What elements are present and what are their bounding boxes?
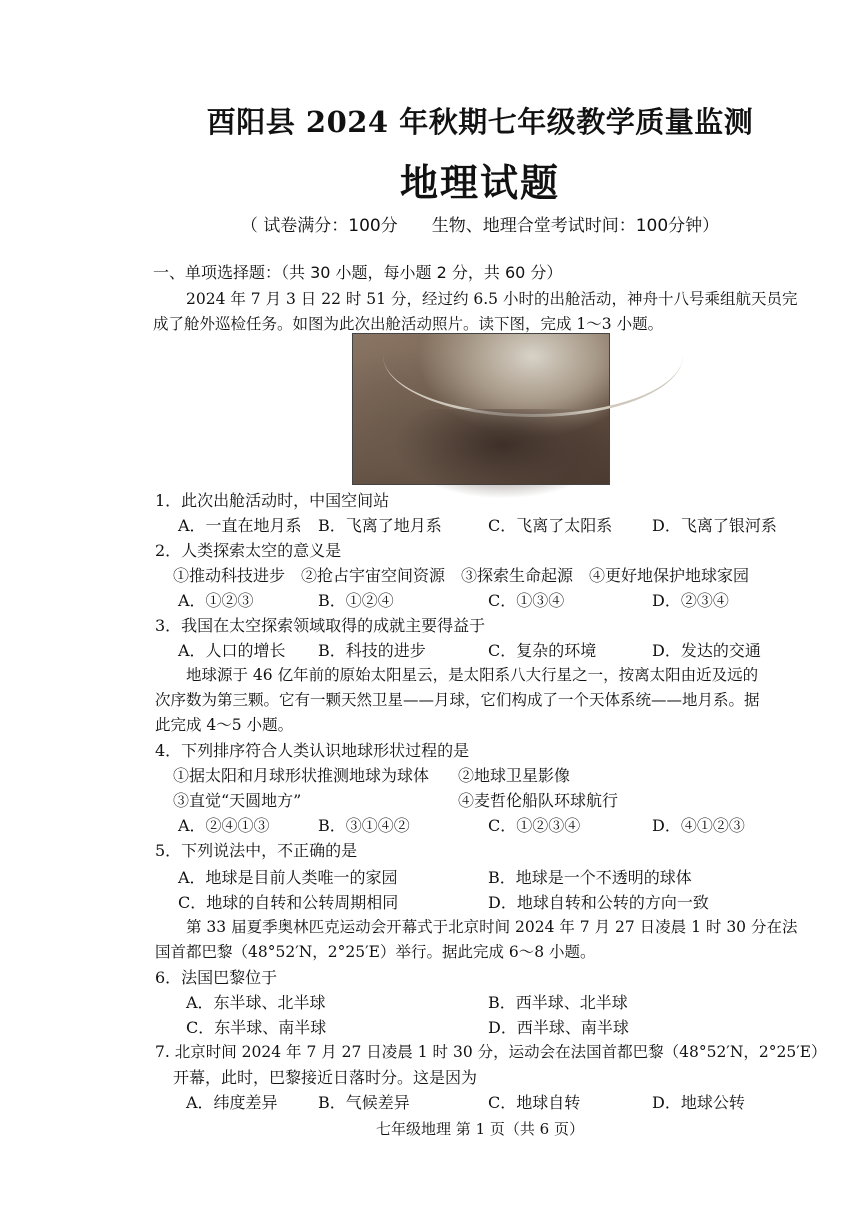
question-4-item-1: ①据太阳和月球形状推测地球为球体 xyxy=(173,766,430,785)
intro-2-line-2: 次序数为第三颗。它有一颗天然卫星——月球，它们构成了一个天体系统——地月系。据 xyxy=(155,691,760,709)
question-6-option-a: A．东半球、北半球 xyxy=(186,993,326,1012)
question-5-option-a: A．地球是目前人类唯一的家园 xyxy=(178,868,398,887)
question-3-option-a: A．人口的增长 xyxy=(178,641,286,660)
page-footer: 七年级地理 第 1 页（共 6 页） xyxy=(376,1120,584,1138)
question-2-stem: 2．人类探索太空的意义是 xyxy=(155,541,342,560)
question-2-option-a: A．①②③ xyxy=(178,591,254,610)
question-7-stem-line-2: 开幕，此时，巴黎接近日落时分。这是因为 xyxy=(173,1068,478,1087)
question-2-option-d: D．②③④ xyxy=(652,591,729,610)
question-2-option-c: C．①③④ xyxy=(488,591,565,610)
question-4-item-3: ③直觉“天圆地方” xyxy=(173,791,302,810)
spacewalk-photo xyxy=(352,333,610,485)
intro-2-line-1: 地球源于 46 亿年前的原始太阳星云，是太阳系八大行星之一，按离太阳由近及远的 xyxy=(186,666,759,684)
question-4-stem: 4．下列排序符合人类认识地球形状过程的是 xyxy=(155,741,470,760)
question-2-items: ①推动科技进步 ②抢占宇宙空间资源 ③探索生命起源 ④更好地保护地球家园 xyxy=(173,566,750,585)
question-3-option-b: B．科技的进步 xyxy=(318,641,426,660)
intro-2-line-3: 此完成 4～5 小题。 xyxy=(155,716,294,734)
subject-title: 地理试题 xyxy=(399,160,560,205)
earth-horizon xyxy=(383,294,683,417)
question-6-option-b: B．西半球、北半球 xyxy=(488,993,628,1012)
question-7-stem-line-1: 7. 北京时间 2024 年 7 月 27 日凌晨 1 时 30 分，运动会在法国首都巴黎（48°52′N，2°25′E） xyxy=(155,1043,827,1061)
question-2-option-b: B．①②④ xyxy=(318,591,394,610)
question-3-stem: 3．我国在太空探索领域取得的成就主要得益于 xyxy=(155,616,486,635)
photo-shadow xyxy=(393,409,613,499)
intro-1-line-1: 2024 年 7 月 3 日 22 时 51 分，经过约 6.5 小时的出舱活动，神舟十八号乘组航天员完 xyxy=(186,290,798,308)
question-1-option-b: B．飞离了地月系 xyxy=(318,516,442,535)
question-4-option-a: A．②④①③ xyxy=(178,816,270,835)
question-1-option-a: A．一直在地月系 xyxy=(178,516,302,535)
intro-1-line-2: 成了舱外巡检任务。如图为此次出舱活动照片。读下图，完成 1～3 小题。 xyxy=(153,315,664,333)
question-1-option-c: C．飞离了太阳系 xyxy=(488,516,613,535)
intro-3-line-2: 国首都巴黎（48°52′N，2°25′E）举行。据此完成 6～8 小题。 xyxy=(155,943,596,961)
exam-info: （ 试卷满分：100分 生物、地理合堂考试时间：100分钟） xyxy=(240,216,720,236)
question-4-item-2: ②地球卫星影像 xyxy=(458,766,571,785)
question-3-option-c: C．复杂的环境 xyxy=(488,641,597,660)
question-5-option-c: C．地球的自转和公转周期相同 xyxy=(178,893,399,912)
question-4-option-c: C．①②③④ xyxy=(488,816,581,835)
question-5-stem: 5．下列说法中，不正确的是 xyxy=(155,841,358,860)
section-heading: 一、单项选择题：（共 30 小题，每小题 2 分，共 60 分） xyxy=(153,263,563,282)
intro-3-line-1: 第 33 届夏季奥林匹克运动会开幕式于北京时间 2024 年 7 月 27 日凌晨 1 时 30 分在法 xyxy=(186,918,798,936)
question-7-option-a: A．纬度差异 xyxy=(186,1093,278,1112)
question-6-stem: 6．法国巴黎位于 xyxy=(155,968,278,987)
question-6-option-c: C．东半球、南半球 xyxy=(186,1018,327,1037)
question-7-option-b: B．气候差异 xyxy=(318,1093,410,1112)
question-4-option-b: B．③①④② xyxy=(318,816,410,835)
question-7-option-c: C．地球自转 xyxy=(488,1093,581,1112)
question-7-option-d: D．地球公转 xyxy=(652,1093,745,1112)
question-1-option-d: D．飞离了银河系 xyxy=(652,516,777,535)
question-4-item-4: ④麦哲伦船队环球航行 xyxy=(458,791,619,810)
exam-title: 酉阳县 2024 年秋期七年级教学质量监测 xyxy=(206,105,754,139)
question-1-stem: 1．此次出舱活动时，中国空间站 xyxy=(155,491,390,510)
question-5-option-d: D．地球自转和公转的方向一致 xyxy=(488,893,709,912)
question-4-option-d: D．④①②③ xyxy=(652,816,745,835)
question-5-option-b: B．地球是一个不透明的球体 xyxy=(488,868,692,887)
question-6-option-d: D．西半球、南半球 xyxy=(488,1018,629,1037)
question-3-option-d: D．发达的交通 xyxy=(652,641,761,660)
